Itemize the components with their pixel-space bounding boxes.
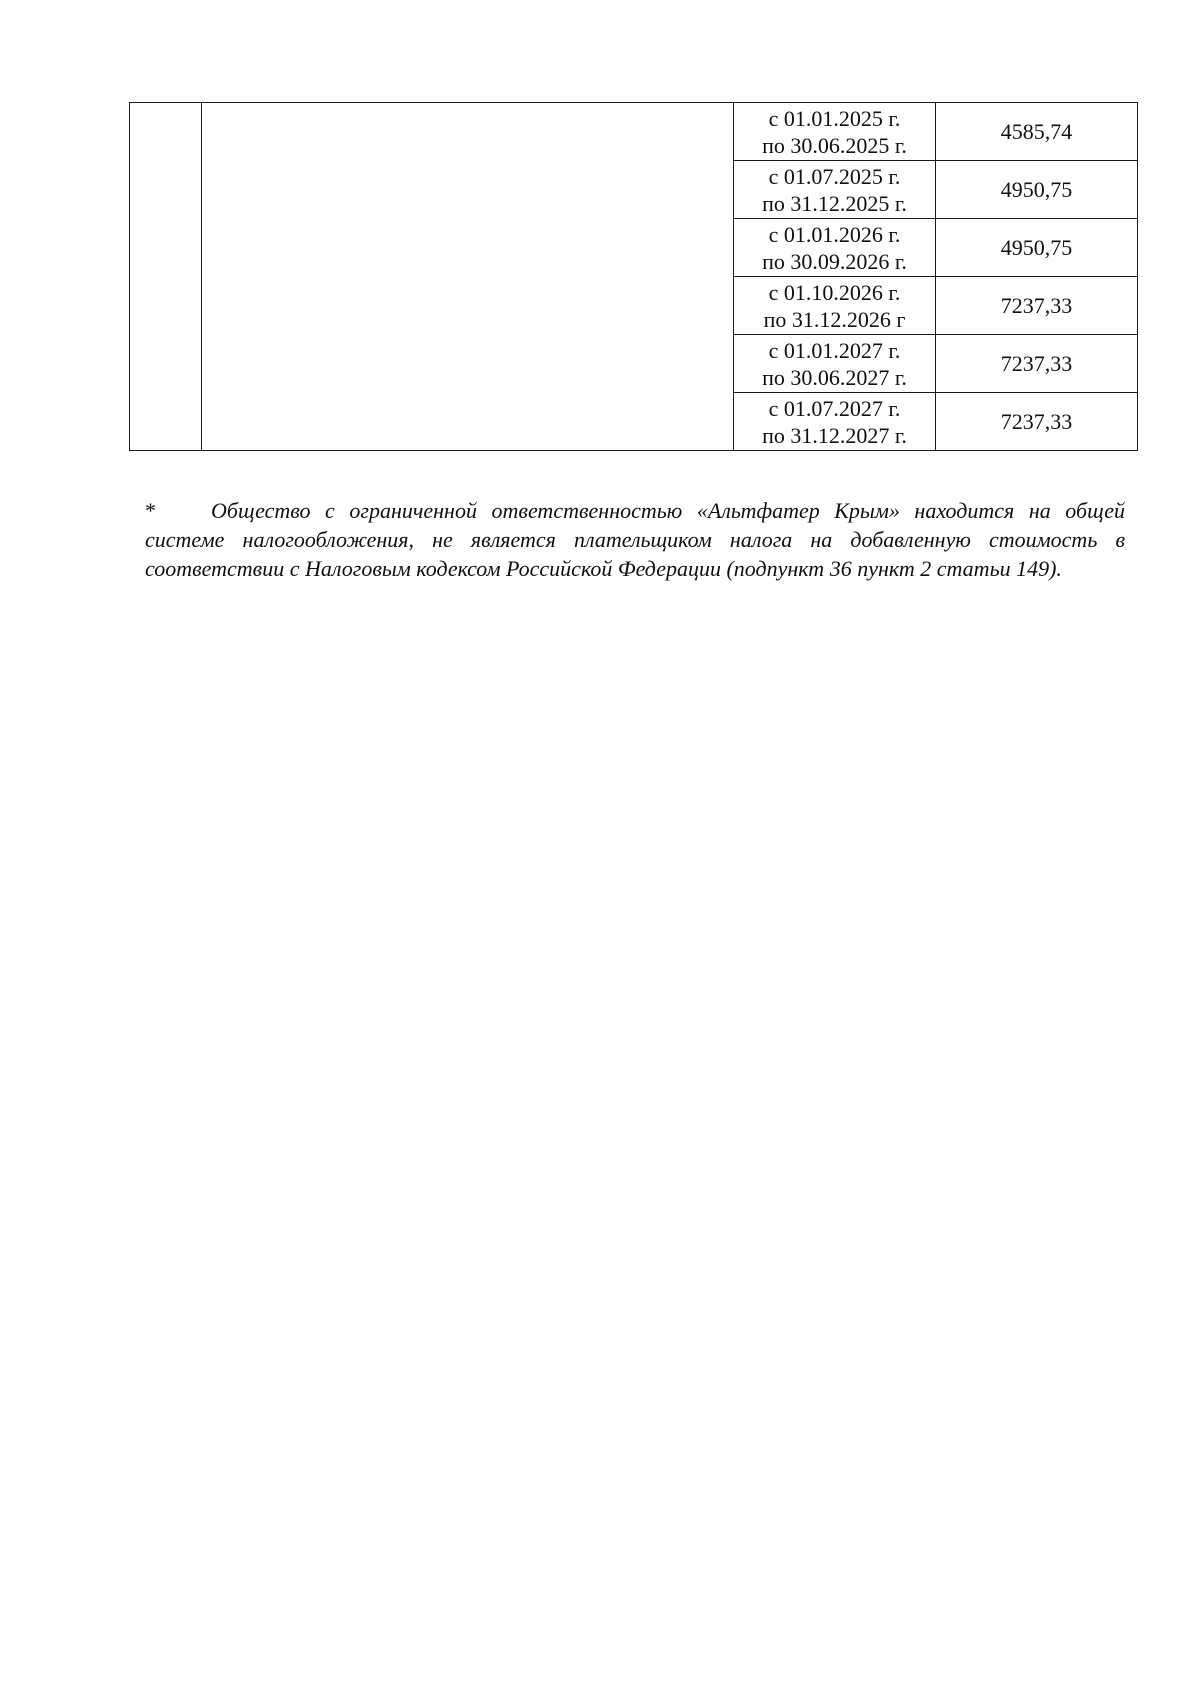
period-from: с 01.10.2026 г. [768, 279, 901, 305]
period-to: по 31.12.2026 г [763, 306, 906, 332]
amount-value: 7237,33 [1000, 409, 1073, 434]
amount-value: 7237,33 [1000, 293, 1073, 318]
period-cell [734, 393, 936, 451]
amount-cell [936, 393, 1138, 451]
period-to: по 30.09.2026 г. [762, 248, 907, 274]
period-from: с 01.01.2026 г. [768, 221, 901, 247]
period-cell [734, 219, 936, 277]
period-from: с 01.01.2027 г. [768, 337, 901, 363]
amount-cell [936, 161, 1138, 219]
amount-value: 4585,74 [1000, 119, 1073, 144]
period-cell [734, 277, 936, 335]
period-to: по 31.12.2025 г. [762, 190, 907, 216]
amount-value: 4950,75 [1000, 235, 1073, 260]
number-cell [130, 103, 202, 451]
period-cell [734, 103, 936, 161]
period-cell [734, 335, 936, 393]
footnote-text: Общество с ограниченной ответственностью «Альтфатер Крым» находится на общей системе налогообложения, не является плательщиком налога на добавленную стоимость в соответствии с Налоговым кодексом Российской Федерации (подпункт 36 пункт 2 статьи 149). [145, 498, 1125, 581]
footnote [145, 496, 1125, 583]
period-to: по 31.12.2027 г. [762, 422, 907, 448]
amount-value: 7237,33 [1000, 351, 1073, 376]
amount-cell [936, 277, 1138, 335]
period-to: по 30.06.2027 г. [762, 364, 907, 390]
footnote-mark: * [145, 498, 156, 523]
period-cell [734, 161, 936, 219]
period-from: с 01.01.2025 г. [768, 105, 901, 131]
tariff-table [129, 102, 1138, 451]
period-from: с 01.07.2025 г. [768, 163, 901, 189]
amount-cell [936, 219, 1138, 277]
amount-value: 4950,75 [1000, 177, 1073, 202]
amount-cell [936, 103, 1138, 161]
amount-cell [936, 335, 1138, 393]
period-to: по 30.06.2025 г. [762, 132, 907, 158]
period-from: с 01.07.2027 г. [768, 395, 901, 421]
table-row [130, 103, 1138, 161]
description-cell [202, 103, 734, 451]
